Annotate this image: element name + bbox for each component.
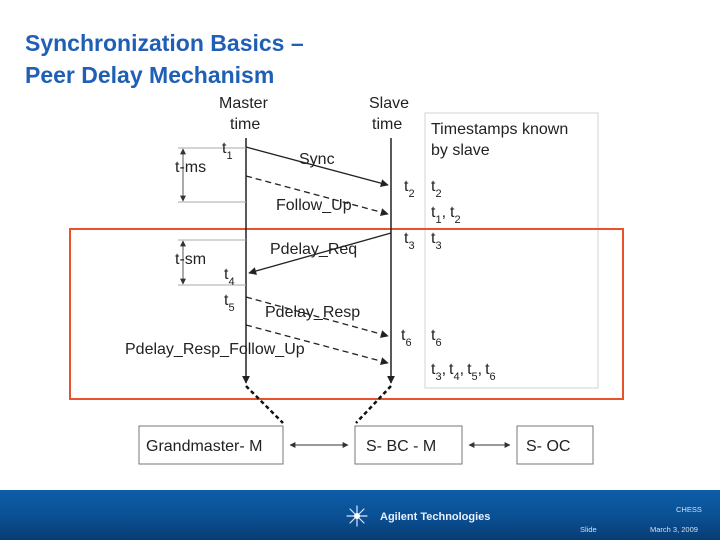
timestamp-t2-sub: 2 xyxy=(408,188,415,200)
known-t2b-sub: 2 xyxy=(454,214,461,226)
known-r-comma-1: , xyxy=(441,361,447,378)
known-t2-letter: t xyxy=(431,178,436,195)
master-time-label-2: time xyxy=(230,116,261,133)
footer-slide-label: Slide xyxy=(580,525,597,534)
slave-time-label-1: Slave xyxy=(369,95,410,112)
known-t2-sub: 2 xyxy=(435,188,442,200)
follow-up-label: Follow_Up xyxy=(276,197,352,214)
known-t6-letter: t xyxy=(431,327,436,344)
slave-connector xyxy=(356,386,391,423)
known-r-t5-sub: 5 xyxy=(471,371,478,383)
timestamp-t1-sub: 1 xyxy=(226,150,233,162)
known-t2b-letter: t xyxy=(450,204,455,221)
known-row-t3 xyxy=(431,230,442,252)
timestamp-t2-letter: t xyxy=(404,178,409,195)
known-t1-sub: 1 xyxy=(435,214,442,226)
timestamp-t3-sub: 3 xyxy=(408,240,415,252)
timestamp-t6-sub: 6 xyxy=(405,337,412,349)
timestamp-t5 xyxy=(224,292,235,314)
timestamp-t4-sub: 4 xyxy=(228,276,235,288)
known-row-t2 xyxy=(431,178,442,200)
timestamp-t1-letter: t xyxy=(222,140,227,157)
footer-org: CHESS xyxy=(676,505,702,514)
slide-title-line-2: Peer Delay Mechanism xyxy=(25,62,275,88)
known-r-t3-sub: 3 xyxy=(435,371,442,383)
timestamp-t5-letter: t xyxy=(224,292,229,309)
timestamp-t5-sub: 5 xyxy=(228,302,235,314)
master-connector xyxy=(246,386,283,423)
known-r-t6-sub: 6 xyxy=(489,371,496,383)
known-r-t6-letter: t xyxy=(485,361,490,378)
slide-title-line-1: Synchronization Basics – xyxy=(25,30,304,56)
grandmaster-node-label: Grandmaster- M xyxy=(146,438,263,455)
known-t3-letter: t xyxy=(431,230,436,247)
footer-bar xyxy=(0,490,720,540)
t-ms-label: t-ms xyxy=(175,159,207,176)
pdelay-resp-label: Pdelay_Resp xyxy=(265,304,361,321)
known-row-t1-t2 xyxy=(431,204,461,226)
slave-time-label-2: time xyxy=(372,116,403,133)
footer-date: March 3, 2009 xyxy=(650,525,698,534)
known-r-comma-3: , xyxy=(477,361,483,378)
known-row-t6 xyxy=(431,327,442,349)
timestamp-t1 xyxy=(222,140,233,162)
sync-label: Sync xyxy=(299,151,335,168)
pdelay-resp-follow-up-label: Pdelay_Resp_Follow_Up xyxy=(125,341,305,358)
known-t1-letter: t xyxy=(431,204,436,221)
oc-node-label: S- OC xyxy=(526,438,571,455)
known-r-t5-letter: t xyxy=(467,361,472,378)
known-row-t1-t2-comma: , xyxy=(441,204,447,221)
timestamp-t2 xyxy=(404,178,415,200)
timestamp-t4-letter: t xyxy=(224,266,229,283)
known-t6-sub: 6 xyxy=(435,337,442,349)
timestamp-t6 xyxy=(401,327,412,349)
timestamp-t3-letter: t xyxy=(404,230,409,247)
timestamps-known-header-2: by slave xyxy=(431,142,490,159)
timestamp-t6-letter: t xyxy=(401,327,406,344)
known-r-t4-letter: t xyxy=(449,361,454,378)
known-r-t3-letter: t xyxy=(431,361,436,378)
bc-node-label: S- BC - M xyxy=(366,438,437,455)
brand-name: Agilent Technologies xyxy=(380,511,491,523)
timestamp-t3 xyxy=(404,230,415,252)
known-row-t3-t4-t5-t6 xyxy=(431,361,496,383)
agilent-spark-icon xyxy=(345,504,369,528)
master-time-label-1: Master xyxy=(219,95,268,112)
known-r-t4-sub: 4 xyxy=(453,371,460,383)
known-r-comma-2: , xyxy=(459,361,465,378)
timestamps-known-header-1: Timestamps known xyxy=(431,121,569,138)
known-t3-sub: 3 xyxy=(435,240,442,252)
t-sm-label: t-sm xyxy=(175,251,207,268)
pdelay-req-label: Pdelay_Req xyxy=(270,241,358,258)
